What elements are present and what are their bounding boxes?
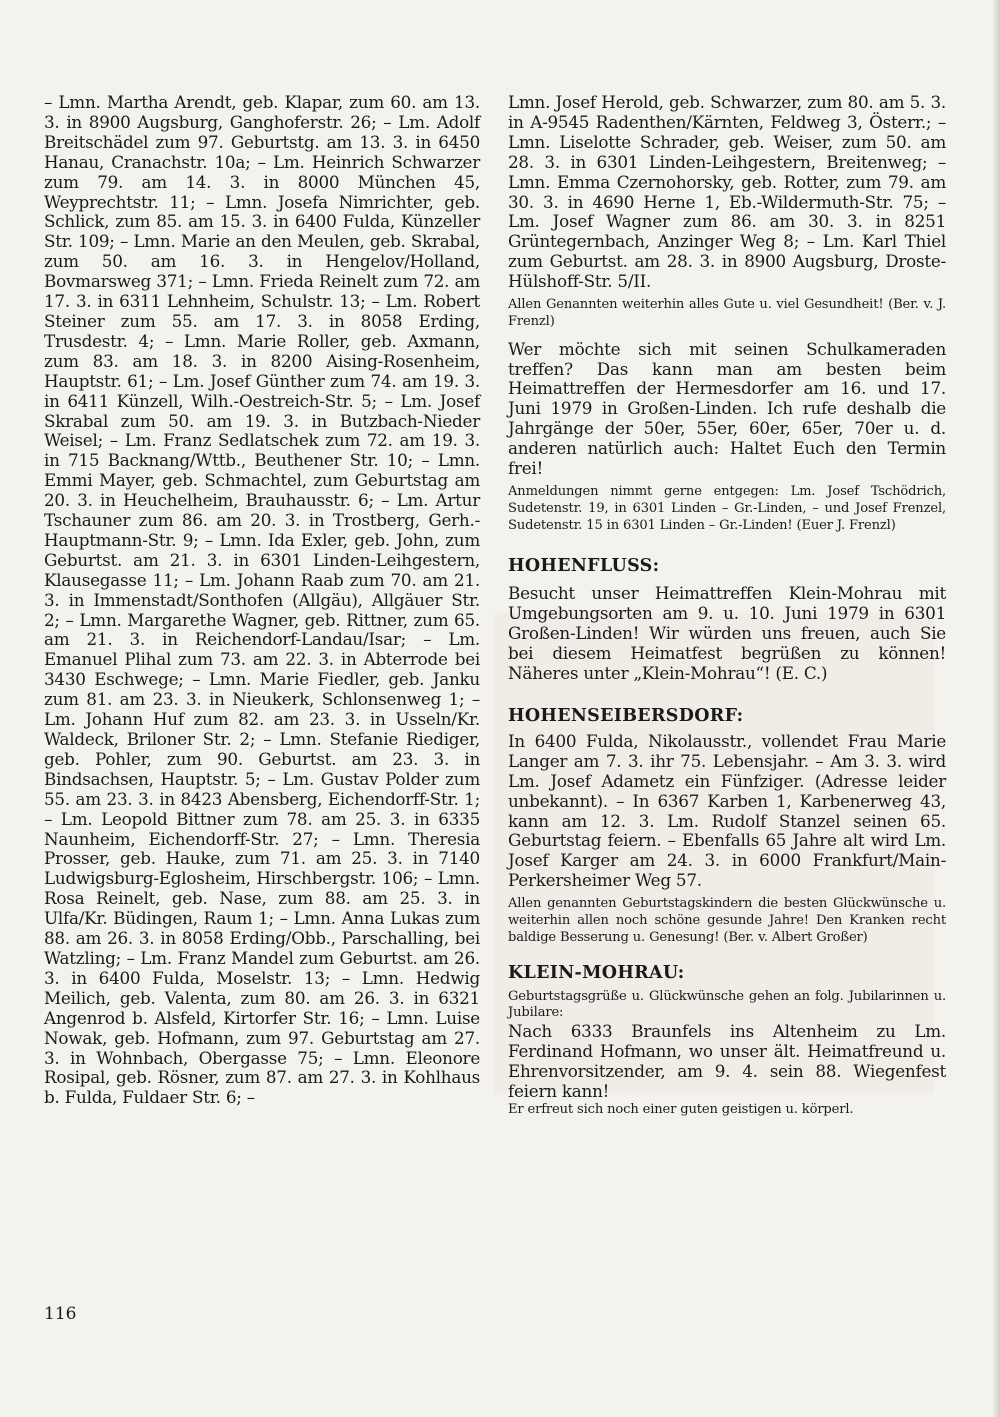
heading-klein-mohrau: KLEIN-MOHRAU: xyxy=(508,962,685,983)
heading-hohenfluss: HOHENFLUSS: xyxy=(508,556,660,577)
right-column xyxy=(508,93,946,1119)
left-column xyxy=(44,93,480,1108)
heading-hohenseibersdorf: HOHENSEIBERSDORF: xyxy=(508,705,744,726)
page-number: 116 xyxy=(44,1304,77,1324)
klein-mohrau-text: Nach 6333 Braunfels ins Altenheim zu Lm. Ferdinand Hofmann, wo unser ält. Heimatfreund u. Ehrenvorsitzender, am 9. 4. sein 88. Wiegenfest feiern kann! xyxy=(508,1021,946,1101)
klein-mohrau-intro: Geburtstagsgrüße u. Glückwünsche gehen an folg. Jubilarinnen u. Jubilare: xyxy=(508,988,946,1021)
page-edge-shadow xyxy=(992,0,1000,1417)
wishes-note-1: Allen Genannten weiterhin alles Gute u. viel Gesundheit! (Ber. v. J. Frenzl) xyxy=(508,297,946,329)
hohenseibersdorf-text: In 6400 Fulda, Nikolausstr., vollendet Frau Marie Langer am 7. 3. ihr 75. Lebensjahr. – Am 3. 3. wird Lm. Josef Adametz ein Fünfziger. (Adresse leider unbekannt). – In 6367 Karben 1, Karbenerweg 43, kann am 12. 3. Lm. Rudolf Stanzel seinen 65. Geburtstag feiern. – Ebenfalls 65 Jahre alt wird Lm. Josef Karger am 24. 3. in 6000 Frankfurt/Main-Perkersheimer Weg 57. xyxy=(508,730,946,891)
hohenfluss-text: Besucht unser Heimattreffen Klein-Mohrau mit Umgebungsorten am 9. u. 10. Juni 1979 in 6301 Großen-Linden! Wir würden uns freuen, auch Sie bei diesem Heimatfest begrüßen zu können! Näheres unter „Klein-Mohrau“! (E. C.) xyxy=(508,583,946,684)
registration-note: Anmeldungen nimmt gerne entgegen: Lm. Josef Tschödrich, Sudetenstr. 19, in 6301 Linden – Gr.-Linden, – und Josef Frenzel, Sudetenstr. 15 in 6301 Linden – Gr.-Linden! (Euer J. Frenzl) xyxy=(508,484,946,533)
school-reunion-call: Wer möchte sich mit seinen Schulkameraden treffen? Das kann man am besten beim Heimattreffen der Hermesdorfer am 16. und 17. Juni 1979 in Großen-Linden. Ich rufe deshalb die Jahrgänge der 50er, 55er, 60er, 65er, 70er u. d. anderen natürlich auch: Haltet Euch den Termin frei! xyxy=(508,338,946,479)
klein-mohrau-end: Er erfreut sich noch einer guten geistigen u. körperl. xyxy=(508,1101,854,1117)
wishes-note-2: Allen genannten Geburtstagskindern die besten Glückwünsche u. weiterhin allen noch schöne gesunde Jahre! Den Kranken recht baldige Besserung u. Genesung! (Ber. v. Albert Großer) xyxy=(508,896,946,945)
birthday-list-right: Lmn. Josef Herold, geb. Schwarzer, zum 80. am 5. 3. in A-9545 Radenthen/Kärnten, Feldweg 3, Österr.; – Lmn. Liselotte Schrader, geb. Weiser, zum 50. am 28. 3. in 6301 Linden-Leihgestern, Breitenweg; – Lmn. Emma Czernohorsky, geb. Rotter, zum 79. am 30. 3. in 4690 Herne 1, Eb.-Wildermuth-Str. 75; – Lm. Josef Wagner zum 86. am 30. 3. in 8251 Grüntegernbach, Anzinger Weg 8; – Lm. Karl Thiel zum Geburtst. am 28. 3. in 8900 Augsburg, Droste-Hülshoff-Str. 5/II. xyxy=(508,92,946,292)
birthday-list-left: – Lmn. Martha Arendt, geb. Klapar, zum 60. am 13. 3. in 8900 Augsburg, Ganghoferstr. 26; – Lm. Adolf Breitschädel zum 97. Geburtstg. am 13. 3. in 6450 Hanau, Cranachstr. 10a; – Lm. Heinrich Schwarzer zum 79. am 14. 3. in 8000 München 45, Weyprechtstr. 11; – Lmn. Josefa Nimrichter, geb. Schlick, zum 85. am 15. 3. in 6400 Fulda, Künzeller Str. 109; – Lmn. Marie an den Meulen, geb. Skrabal, zum 50. am 16. 3. in Hengelov/Holland, Bovmarsweg 371; – Lmn. Frieda Reinelt zum 72. am 17. 3. in 6311 Lehnheim, Schulstr. 13; – Lm. Robert Steiner zum 55. am 17. 3. in 8058 Erding, Trusdestr. 4; – Lmn. Marie Roller, geb. Axmann, zum 83. am 18. 3. in 8200 Aising-Rosenheim, Hauptstr. 61; – Lm. Josef Günther zum 74. am 19. 3. in 6411 Künzell, Wilh.-Oestreich-Str. 5; – Lm. Josef Skrabal zum 50. am 19. 3. in Butzbach-Nieder Weisel; – Lm. Franz Sedlatschek zum 72. am 19. 3. in 715 Backnang/Wttb., Beuthener Str. 10; – Lmn. Emmi Mayer, geb. Schmachtel, zum Geburtstag am 20. 3. in Heuchelheim, Brauhausstr. 6; – Lm. Artur Tschauner zum 86. am 20. 3. in Trostberg, Gerh.-Hauptmann-Str. 9; – Lmn. Ida Exler, geb. John, zum Geburtst. am 21. 3. in 6301 Linden-Leihgestern, Klausegasse 11; – Lm. Johann Raab zum 70. am 21. 3. in Immenstadt/Sonthofen (Allgäu), Allgäuer Str. 2; – Lmn. Margarethe Wagner, geb. Rittner, zum 65. am 21. 3. in Reichendorf-Landau/Isar; – Lm. Emanuel Plihal zum 73. am 22. 3. in Abterrode bei 3430 Eschwege; – Lmn. Marie Fiedler, geb. Janku zum 81. am 23. 3. in Nieukerk, Schlonsenweg 1; – Lm. Johann Huf zum 82. am 23. 3. in Usseln/Kr. Waldeck, Briloner Str. 2; – Lmn. Stefanie Riediger, geb. Pohler, zum 90. Geburtst. am 23. 3. in Bindsachsen, Hauptstr. 5; – Lm. Gustav Polder zum 55. am 23. 3. in 8423 Abensberg, Eichendorff-Str. 1; – Lm. Leopold Bittner zum 78. am 25. 3. in 6335 Naunheim, Eichendorff-Str. 27; – Lmn. Theresia Prosser, geb. Hauke, zum 71. am 25. 3. in 7140 Ludwigsburg-Eglosheim, Hirschbergstr. 106; – Lmn. Rosa Reinelt, geb. Nase, zum 88. am 25. 3. in Ulfa/Kr. Büdingen, Raum 1; – Lmn. Anna Lukas zum 88. am 26. 3. in 8058 Erding/Obb., Parschalling, bei Watzling; – Lm. Franz Mandel zum Geburtst. am 26. 3. in 6400 Fulda, Moselstr. 13; – Lmn. Hedwig Meilich, geb. Valenta, zum 80. am 26. 3. in 6321 Angenrod b. Alsfeld, Kirtorfer Str. 16; – Lmn. Luise Nowak, geb. Hofmann, zum 97. Geburtstag am 27. 3. in Wohnbach, Obergasse 75; – Lmn. Eleonore Rosipal, geb. Rösner, zum 87. am 27. 3. in Kohlhaus b. Fulda, Fuldaer Str. 6; – xyxy=(44,92,480,1108)
